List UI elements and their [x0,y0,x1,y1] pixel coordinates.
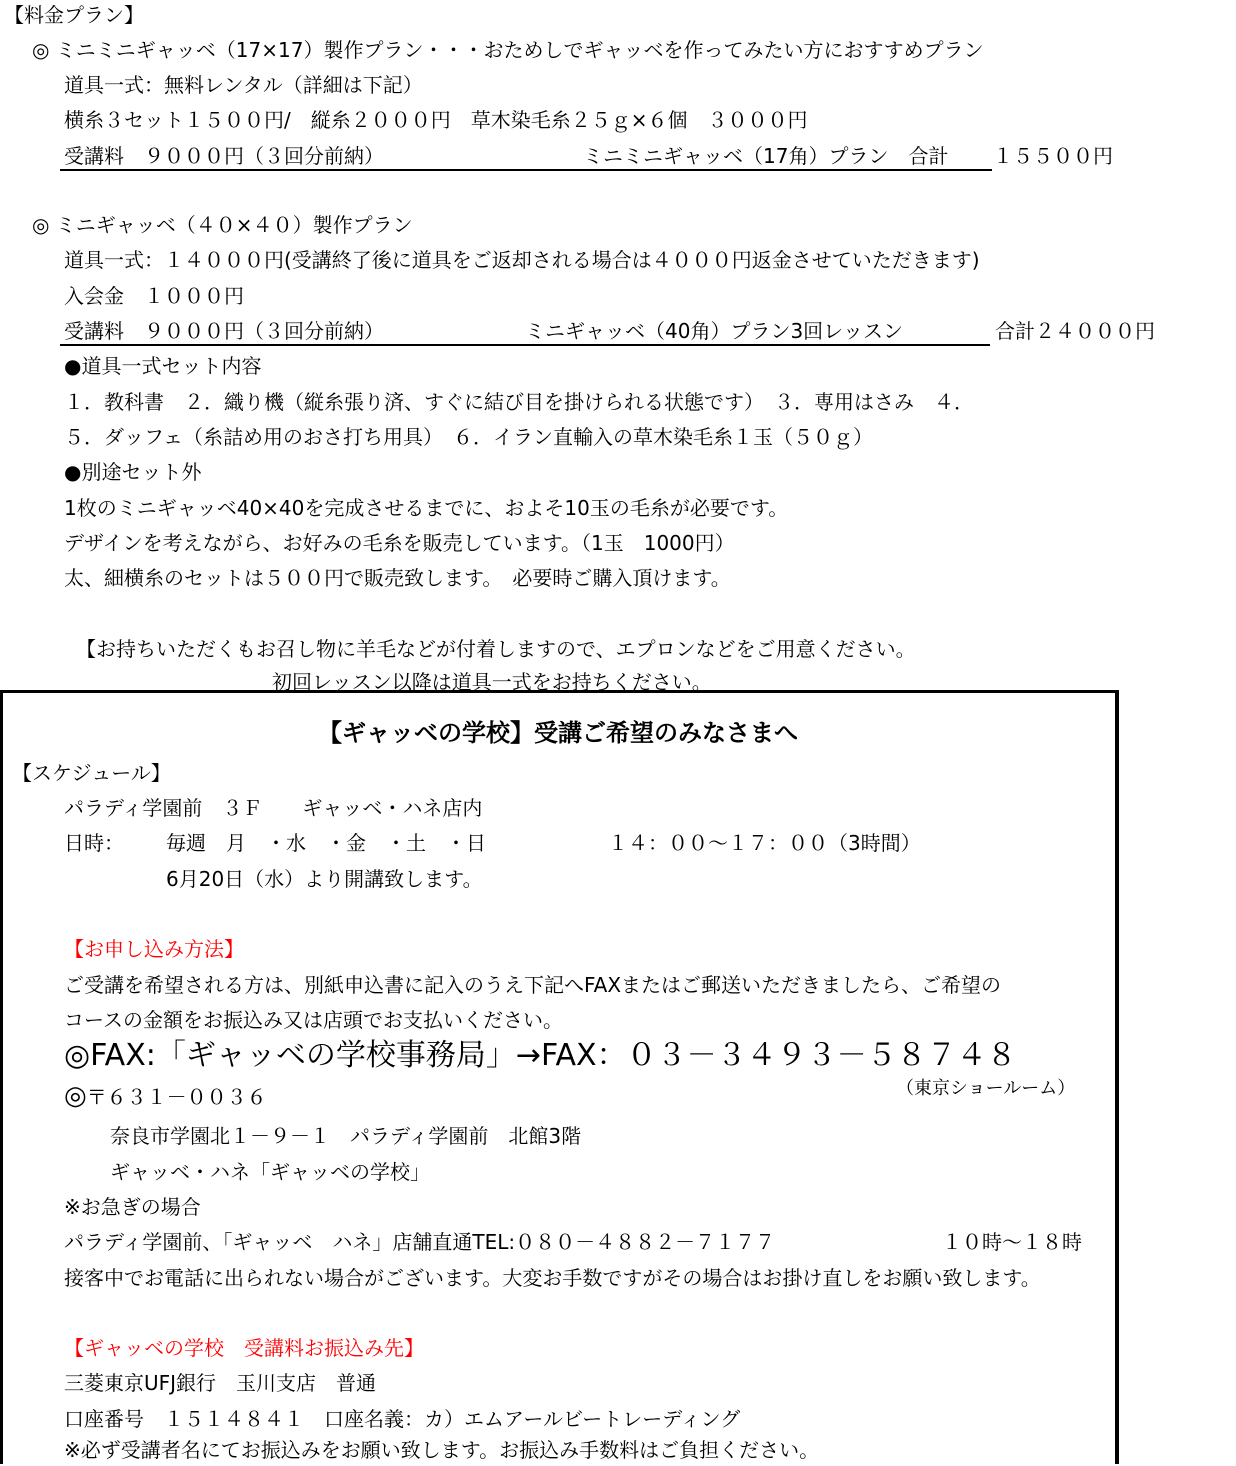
plan2-total: 合計２４０００円 [995,319,1155,343]
set-contents-line1: １．教科書 ２．織り機（縦糸張り済、すぐに結び目を掛けられる状態です） ３．専用はさみ ４． [64,390,974,414]
urgent-hours: １０時～１８時 [942,1230,1082,1254]
transfer-header: 【ギャッベの学校 受講料お振込み先】 [64,1336,424,1360]
urgent-note: 接客中でお電話に出られない場合がございます。大変お手数ですがその場合はお掛け直しをお願い致します。 [64,1266,1041,1290]
plan1-underline [60,169,992,171]
plan2-underline [60,344,990,346]
plan1-plan-name: ミニミニギャッベ（17角）プラン 合計 [583,144,949,168]
urgent-line: パラディ学園前、「ギャッベ ハネ」店舗直通TEL:０８０－４８８２－７１７７ [64,1230,776,1254]
schedule-days: 毎週 月 ・水 ・金 ・土 ・日 [166,831,486,855]
set-contents-line2: ５．ダッフェ（糸詰め用のおさ打ち用具） ６．イラン直輸入の草木染毛糸１玉（５０ｇ） [64,425,873,449]
plan1-yarn: 横糸３セット１５００円/ 縦糸２０００円 草木染毛糸２５ｇ×６個 ３０００円 [64,108,808,132]
set-contents-header: ●道具一式セット内容 [64,354,262,378]
plan1-tools: 道具一式：無料レンタル（詳細は下記） [64,73,423,97]
account-info: 口座番号 １５１４８４１ 口座名義：カ）エムアールビートレーディング [64,1407,741,1431]
transfer-note: ※必ず受講者名にてお振込みをお願い致します。お振込み手数料はご負担ください。 [64,1438,820,1462]
application-header: 【お申し込み方法】 [64,937,244,961]
note-line1: 【お持ちいただくもお召し物に羊毛などが付着しますので、エプロンなどをご用意ください。 [76,637,916,661]
bank-info: 三菱東京UFJ銀行 玉川支店 普通 [64,1371,377,1395]
urgent-header: ※お急ぎの場合 [64,1195,201,1219]
postal-code: 〒６３１－００３６ [86,1085,267,1109]
pricing-header: 【料金プラン】 [4,3,144,27]
plan1-total: １５５００円 [993,144,1113,168]
datetime-label: 日時： [64,831,124,855]
fax-note: （東京ショールーム） [896,1078,1076,1099]
extras-line1: 1枚のミニギャッベ40×40を完成させるまでに、およそ10玉の毛糸が必要です。 [64,496,789,520]
plan2-title: ◎ ミニギャッベ（４０×４０）製作プラン [32,213,413,237]
address: 奈良市学園北１－９－１ パラディ学園前 北館3階 [110,1124,582,1148]
extras-line3: 太、細横糸のセットは５００円で販売致します。 必要時ご購入頂けます。 [64,566,731,590]
schedule-header: 【スケジュール】 [12,761,171,785]
note-line2: 初回レッスン以降は道具一式をお持ちください。 [272,670,712,694]
schedule-location: パラディ学園前 ３Ｆ ギャッベ・ハネ店内 [64,796,483,820]
application-line2: コースの金額をお振込み又は店頭でお支払いください。 [64,1008,563,1032]
plan2-tools: 道具一式：１４０００円(受講終了後に道具をご返却される場合は４０００円返金させていただきます) [64,248,980,272]
extras-header: ●別途セット外 [64,460,202,484]
plan1-title: ◎ ミニミニギャッベ（17×17）製作プラン・・・おためしでギャッベを作ってみたい方におすすめプラン [32,38,984,62]
plan2-membership: 入会金 １０００円 [64,284,244,308]
application-line1: ご受講を希望される方は、別紙申込書に記入のうえ下記へFAXまたはご郵送いただきましたら、ご希望の [64,973,1002,997]
address-name: ギャッベ・ハネ「ギャッベの学校」 [110,1160,430,1184]
schedule-start-date: 6月20日（水）より開講致します。 [166,867,483,891]
plan1-fee: 受講料 ９０００円（３回分前納） [64,144,384,168]
plan2-fee: 受講料 ９０００円（３回分前納） [64,319,384,343]
fax-line: ◎FAX:「ギャッベの学校事務局」→FAX：０３－３４９３－５８７４８ [64,1038,1017,1073]
plan2-plan-name: ミニギャッベ（40角）プラン3回レッスン [525,319,903,343]
school-title: 【ギャッベの学校】受講ご希望のみなさまへ [318,719,798,747]
schedule-hours: １４：００～１７：００（3時間） [608,831,921,855]
extras-line2: デザインを考えながら、お好みの毛糸を販売しています。（1玉 1000円） [64,531,735,555]
postal-mark: ◎ [64,1081,87,1111]
